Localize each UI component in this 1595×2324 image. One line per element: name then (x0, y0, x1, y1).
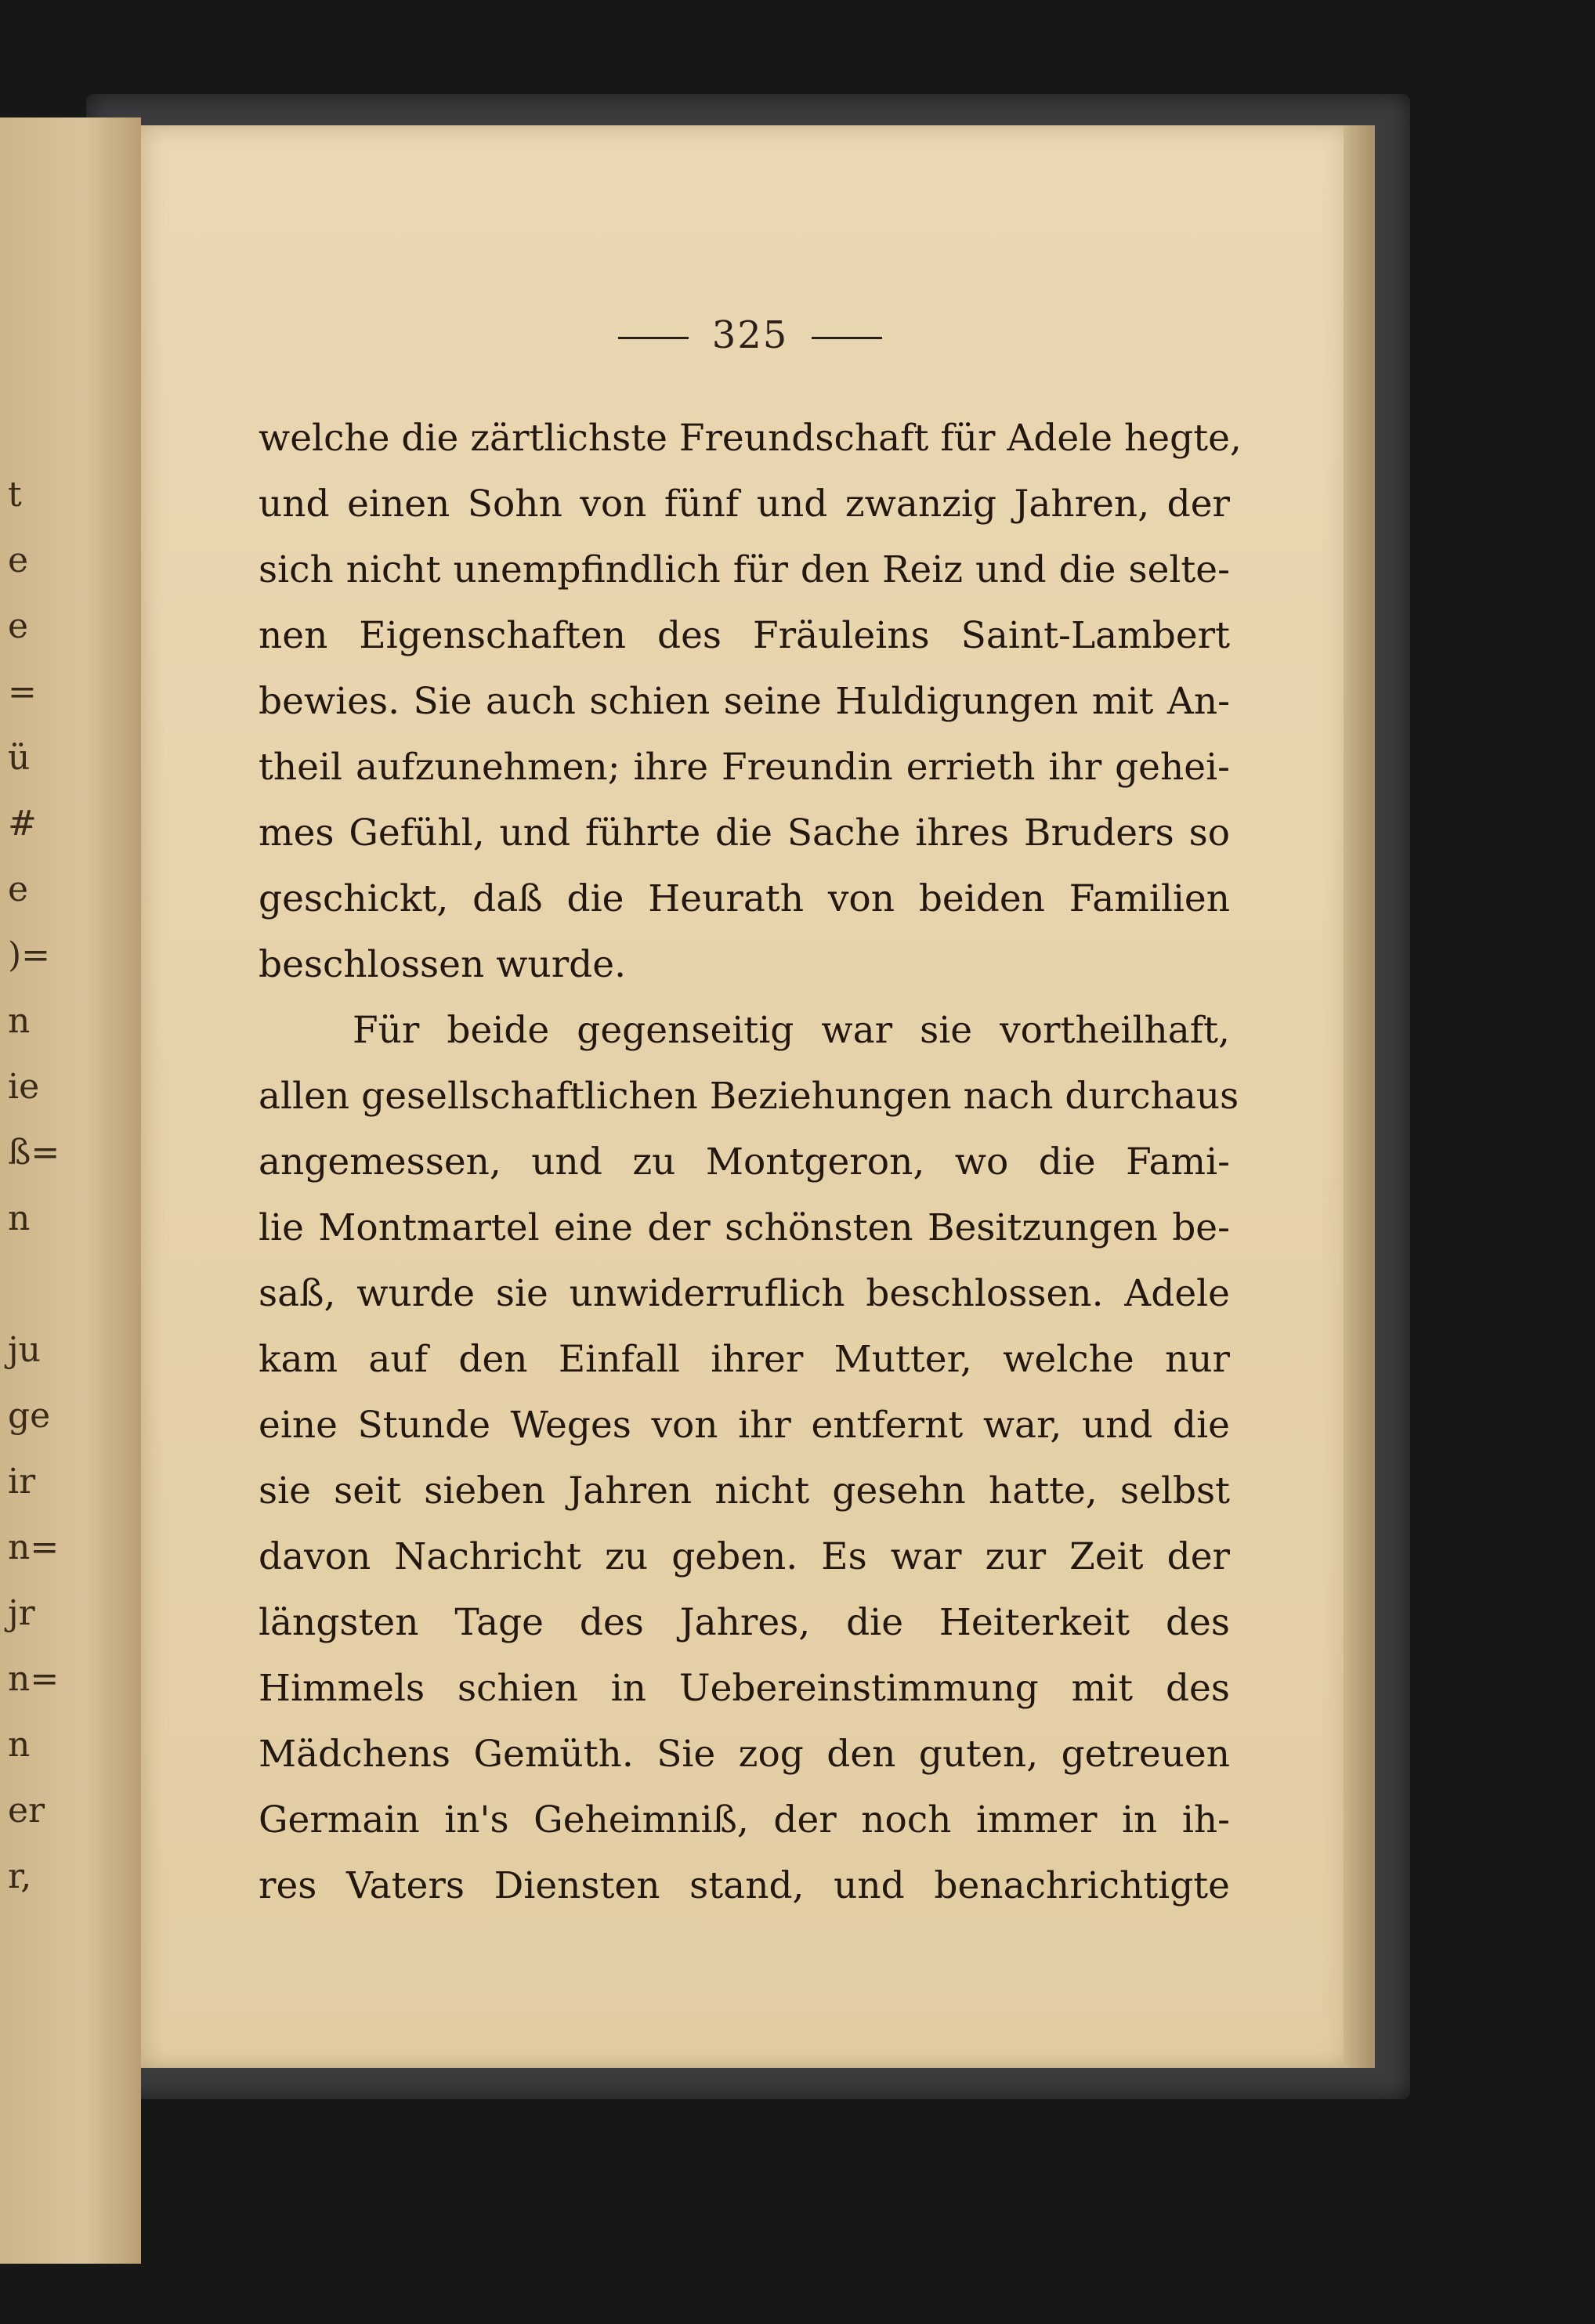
page-number: 325 (711, 313, 789, 357)
text-line: angemessen, und zu Montgeron, wo die Fami- (259, 1140, 1230, 1184)
text-line: welche die zärtlichste Freundschaft für Adele hegte, (259, 417, 1242, 460)
text-line: res Vaters Diensten stand, und benachrichtigte (259, 1864, 1230, 1907)
left-fragment: ß= (8, 1133, 60, 1173)
text-line: lie Montmartel eine der schönsten Besitzungen be- (259, 1206, 1230, 1249)
header-rule-right (812, 337, 882, 339)
text-line: saß, wurde sie unwiderruflich beschlossen. Adele (259, 1272, 1230, 1315)
text-line: eine Stunde Weges von ihr entfernt war, und die (259, 1404, 1230, 1447)
left-fragment: r, (8, 1856, 32, 1896)
text-line: geschickt, daß die Heurath von beiden Familien (259, 877, 1230, 920)
text-line: davon Nachricht zu geben. Es war zur Zeit der (259, 1535, 1230, 1578)
text-line: beschlossen wurde. (259, 943, 627, 986)
left-fragment: e (8, 606, 29, 646)
left-fragment: n= (8, 1659, 60, 1699)
text-line: nen Eigenschaften des Fräuleins Saint-Lambert (259, 614, 1230, 657)
text-line: allen gesellschaftlichen Beziehungen nach durchaus (259, 1075, 1239, 1118)
text-line: sich nicht unempfindlich für den Reiz und die selte- (259, 548, 1230, 591)
text-line: Mädchens Gemüth. Sie zog den guten, getreuen (259, 1733, 1230, 1776)
text-line: sie seit sieben Jahren nicht gesehn hatte, selbst (259, 1469, 1230, 1513)
left-fragment: n (8, 1001, 31, 1041)
left-fragment: ju (8, 1330, 41, 1370)
text-line: und einen Sohn von fünf und zwanzig Jahren, der (259, 483, 1230, 526)
text-line: theil aufzunehmen; ihre Freundin errieth ihr gehei- (259, 746, 1230, 789)
left-page-edge (0, 117, 141, 2264)
left-fragment: jr (8, 1593, 35, 1633)
left-fragment: n (8, 1725, 31, 1765)
left-fragment: = (8, 672, 37, 712)
page-header (141, 313, 1359, 357)
text-line: mes Gefühl, und führte die Sache ihres Bruders so (259, 811, 1230, 855)
left-fragment: t (8, 475, 22, 515)
header-rule-left (618, 337, 689, 339)
left-fragment: ge (8, 1396, 51, 1436)
left-fragment: er (8, 1791, 45, 1831)
left-fragment: ir (8, 1462, 36, 1502)
left-fragment: # (8, 804, 37, 844)
left-fragment: n (8, 1198, 31, 1238)
text-line: Für beide gegenseitig war sie vortheilhaft, (353, 1009, 1230, 1052)
left-fragment (8, 1252, 133, 1317)
text-line: bewies. Sie auch schien seine Huldigungen mit An- (259, 680, 1230, 723)
left-fragment: n= (8, 1527, 60, 1567)
book-page (141, 125, 1359, 2068)
text-line: kam auf den Einfall ihrer Mutter, welche nur (259, 1338, 1230, 1381)
text-line: Germain in's Geheimniß, der noch immer in ih- (259, 1798, 1230, 1841)
left-fragment: ü (8, 738, 31, 778)
left-fragment: e (8, 869, 29, 909)
left-fragment: ie (8, 1067, 40, 1107)
left-page-text-fragments (8, 117, 133, 1910)
text-line: Himmels schien in Uebereinstimmung mit des (259, 1667, 1230, 1710)
text-line: längsten Tage des Jahres, die Heiterkeit des (259, 1601, 1230, 1644)
body-text (259, 406, 1242, 1919)
left-fragment: )= (8, 935, 51, 975)
left-fragment: e (8, 540, 29, 580)
